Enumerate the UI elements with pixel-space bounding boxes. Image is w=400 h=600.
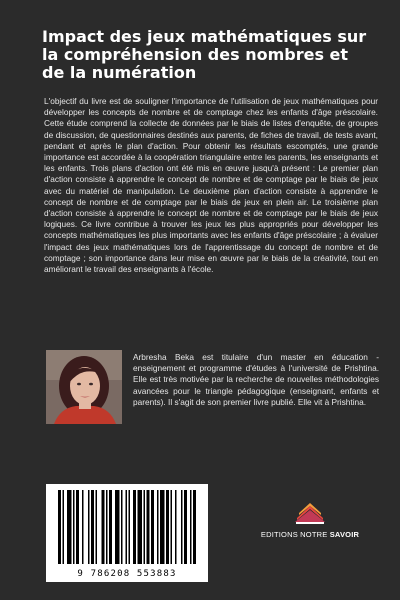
barcode-bar <box>115 490 120 564</box>
barcode-bar <box>109 490 112 564</box>
publisher-name-regular: EDITIONS NOTRE <box>260 530 330 539</box>
barcode-bar <box>96 490 98 564</box>
barcode-bar <box>88 490 90 564</box>
publisher-mark <box>250 500 370 539</box>
barcode-bar <box>102 490 105 564</box>
barcode-bar <box>193 490 196 564</box>
barcode-bar <box>166 490 169 564</box>
barcode-bar <box>91 490 94 564</box>
barcode-bar <box>184 490 187 564</box>
publisher-name <box>250 530 370 539</box>
book-title: Impact des jeux mathématiques sur la compréhension des nombres et de la numération <box>42 27 367 82</box>
barcode-bar <box>121 490 123 564</box>
barcode-bar <box>144 490 146 564</box>
barcode-bar <box>171 490 173 564</box>
barcode-bar <box>82 490 84 564</box>
barcode-bar <box>67 490 72 564</box>
barcode-bar <box>76 490 79 564</box>
isbn-barcode <box>46 484 208 582</box>
barcode-bar <box>106 490 108 564</box>
barcode-bar <box>133 490 136 564</box>
barcode-bar <box>160 490 165 564</box>
barcode-bar <box>126 490 128 564</box>
book-summary: L'objectif du livre est de souligner l'importance de l'utilisation de jeux mathématiques pour développer les concepts de nombre et de comptage chez les enfants d'âge préscolaire. Cette étude comprend la collecte de données par le biais de listes d'enquête, de groupes de discussion, de questionnaires destinés aux parents, de fiches de travail, de tests avant, pendant et après le plan d'action. Pour obtenir les résultats escomptés, une grande importance est accordée à la coopération triangulaire entre les parents, les enseignants et les enfants. Trois plans d'action ont été mis en œuvre jusqu'à présent : Le premier plan d'action consiste à apprendre le concept de nombre et de comptage par le biais de jeux avec du matériel de manipulation. Le deuxième plan d'action consiste à apprendre le concept de nombre et de comptage par le biais de jeux en plein air. Le troisième plan d'action consiste à apprendre le concept de nombre et de comptage par le biais de jeux logiques. Ce livre contribue à trouver les jeux les plus appropriés pour développer les concepts mathématiques les plus importants avec les enfants d'âge préscolaire ; à évaluer l'impact des jeux mathématiques lors de l'apprentissage du concept de nombre et de comptage ; son importance dans leur mise en œuvre par le biais de la créativité, tout en améliorant le travail des enseignants à l'école. <box>44 96 378 275</box>
barcode-bar <box>175 490 177 564</box>
barcode-bar <box>157 490 159 564</box>
author-bio: Arbresha Beka est titulaire d'un master en éducation - enseignement et programme d'études à l'université de Prishtina. Elle est très motivée par la recherche de nouvelles méthodologies avancées pour le triangle pédagogique (enseignant, enfants et parents). Il s'agit de son premier livre publié. Elle vit à Prishtina. <box>133 352 379 407</box>
barcode-bar <box>58 490 61 564</box>
barcode-bar <box>181 490 183 564</box>
barcode-bar <box>190 490 192 564</box>
barcode-bar <box>129 490 131 564</box>
publisher-logo-icon <box>292 500 328 526</box>
barcode-bar <box>151 490 154 564</box>
publisher-name-bold: SAVOIR <box>329 530 360 539</box>
barcode-bar <box>138 490 143 564</box>
author-photo <box>46 350 122 424</box>
barcode-bar <box>73 490 75 564</box>
barcode-bar <box>63 490 65 564</box>
barcode-bars <box>46 484 208 568</box>
barcode-bar <box>147 490 150 564</box>
isbn-digits: 9 786208 553883 <box>77 569 177 579</box>
